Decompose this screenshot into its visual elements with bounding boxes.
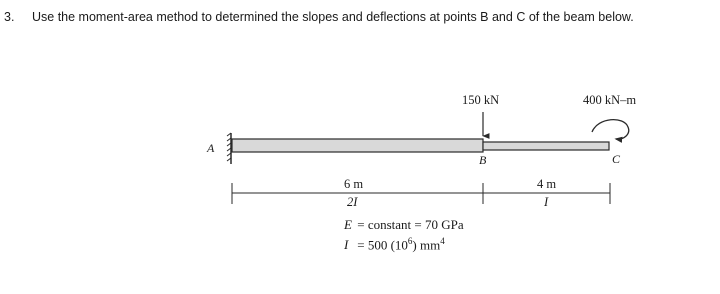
span2-inertia: I xyxy=(544,195,549,209)
span1-inertia: 2I xyxy=(347,195,358,209)
e-symbol: E xyxy=(344,217,352,232)
span1-length: 6 m xyxy=(344,177,364,191)
i-value-suffix: ) mm xyxy=(412,237,441,253)
support-label-a: A xyxy=(207,141,215,155)
span2-length: 4 m xyxy=(537,177,557,191)
point-c-label: C xyxy=(612,152,621,166)
beam-segment-ab xyxy=(232,139,483,152)
moment-label: 400 kN–m xyxy=(583,93,637,107)
modulus-row xyxy=(344,217,464,233)
fixed-support xyxy=(227,133,231,164)
i-value-prefix: = 500 (10 xyxy=(357,237,408,253)
i-value-exp: 6 xyxy=(407,236,413,246)
inertia-row xyxy=(344,233,464,253)
point-b-label: B xyxy=(479,153,487,167)
e-value: = constant = 70 GPa xyxy=(357,217,464,232)
material-properties xyxy=(344,217,464,253)
i-symbol: I xyxy=(344,237,349,253)
problem-text: Use the moment-area method to determined the slopes and deflections at points B and C of the beam below. xyxy=(32,10,634,24)
i-unit-exp: 4 xyxy=(440,236,445,246)
problem-number: 3. xyxy=(4,10,15,24)
load-label: 150 kN xyxy=(462,93,500,107)
beam-segment-bc xyxy=(483,142,609,150)
moment-arrow xyxy=(592,120,629,139)
